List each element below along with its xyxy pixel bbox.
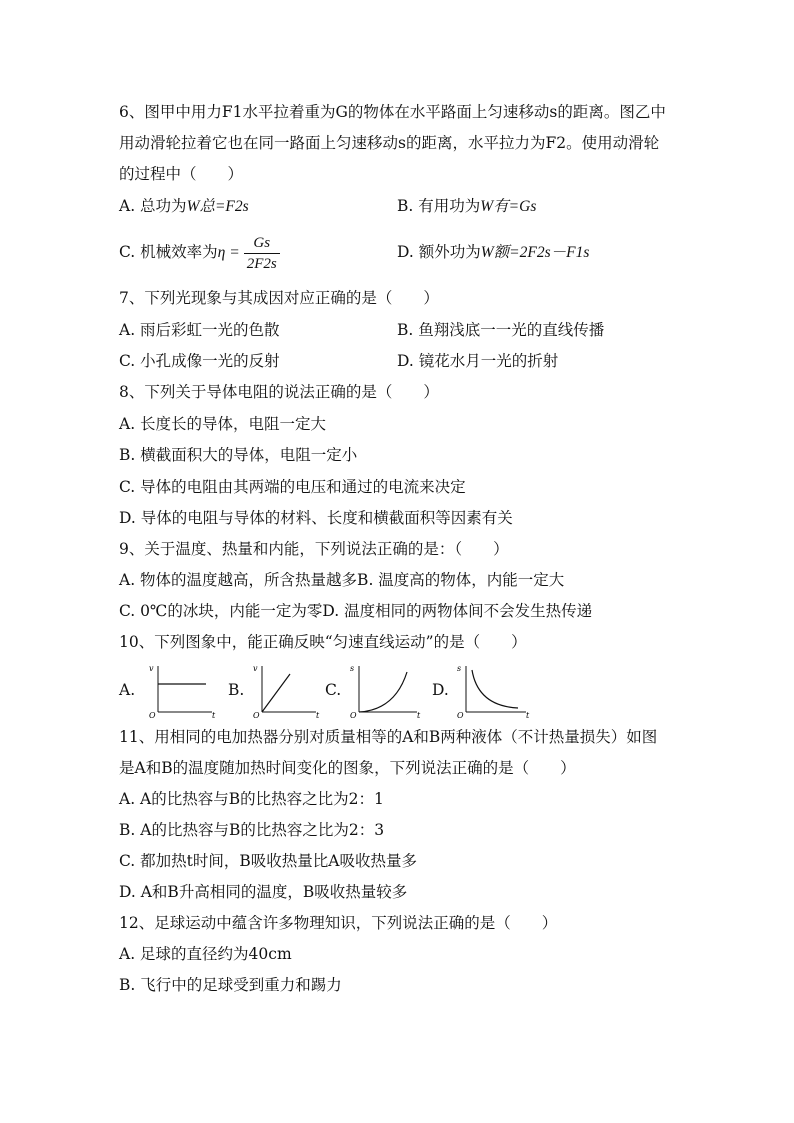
q9-stem: 9、关于温度、热量和内能，下列说法正确的是：（ ） — [119, 540, 509, 558]
q10-graph-c — [345, 662, 423, 720]
x-axis-label: t — [316, 711, 320, 720]
y-axis-label: v — [253, 664, 258, 673]
origin-label: O — [149, 711, 156, 720]
q6-d-formula: W额=2F2s－F1s — [480, 244, 590, 261]
q9-options-cd: C. 0℃的冰块，内能一定为零D. 温度相同的两物体间不会发生热传递 — [119, 602, 593, 620]
q6-a-formula: W总=F2s — [186, 198, 249, 215]
q6-c-eta: η = — [217, 244, 240, 261]
q11-stem-line2: 是A和B的温度随加热时间变化的图象，下列说法正确的是（ ） — [119, 759, 576, 777]
q7-option-a: A. 雨后彩虹一光的色散 — [119, 321, 280, 339]
graph-curve — [472, 670, 518, 708]
q10-option-a-label: A. — [119, 681, 136, 699]
graph-curve — [359, 672, 407, 712]
q11-option-a: A. A的比热容与B的比热容之比为2：1 — [119, 790, 384, 808]
x-axis-label: t — [212, 711, 216, 720]
q10-option-c-label: C. — [325, 681, 342, 699]
y-axis-label: v — [149, 664, 154, 673]
q6-option-a — [119, 196, 249, 217]
q11-option-b: B. A的比热容与B的比热容之比为2：3 — [119, 821, 385, 839]
q10-option-d-label: D. — [432, 681, 449, 699]
q11-stem-line1: 11、用相同的电加热器分别对质量相等的A和B两种液体（不计热量损失）如图 — [119, 728, 658, 746]
q8-option-d: D. 导体的电阻与导体的材料、长度和横截面积等因素有关 — [119, 509, 513, 527]
graph-curve — [262, 674, 290, 712]
q6-stem-line2: 用动滑轮拉着它也在同一路面上匀速移动s的距离，水平拉力为F2。使用动滑轮 — [119, 134, 660, 152]
q7-option-c: C. 小孔成像一光的反射 — [119, 352, 280, 370]
y-axis-label: s — [457, 664, 462, 673]
q7-option-b: B. 鱼翔浅底一一光的直线传播 — [397, 321, 605, 339]
origin-label: O — [253, 711, 260, 720]
q6-c-numerator: Gs — [244, 233, 280, 254]
q8-stem: 8、下列关于导体电阻的说法正确的是（ ） — [119, 383, 439, 401]
x-axis-label: t — [417, 711, 421, 720]
q8-option-c: C. 导体的电阻由其两端的电压和通过的电流来决定 — [119, 478, 466, 496]
q6-stem-line1: 6、图甲中用力F1水平拉着重为G的物体在水平路面上匀速移动s的距离。图乙中 — [119, 103, 666, 121]
q11-option-d: D. A和B升高相同的温度，B吸收热量较多 — [119, 883, 408, 901]
origin-label: O — [350, 711, 357, 720]
q10-graph-d — [452, 662, 532, 720]
q10-graph-b — [250, 662, 322, 720]
q9-options-ab: A. 物体的温度越高，所含热量越多B. 温度高的物体，内能一定大 — [119, 571, 565, 589]
q6-b-label: B. 有用功为 — [397, 197, 481, 215]
q6-c-label: C. 机械效率为 — [119, 243, 218, 261]
q12-option-a: A. 足球的直径约为40cm — [119, 945, 292, 963]
q6-option-d — [397, 242, 589, 263]
q6-c-fraction — [244, 233, 280, 274]
y-axis-label: s — [350, 664, 355, 673]
q6-a-label: A. 总功为 — [119, 197, 187, 215]
q12-stem: 12、足球运动中蕴含许多物理知识，下列说法正确的是（ ） — [119, 914, 558, 932]
q8-option-b: B. 横截面积大的导体，电阻一定小 — [119, 446, 358, 464]
q6-option-b — [397, 196, 536, 217]
q6-c-denominator: 2F2s — [246, 255, 277, 272]
q8-option-a: A. 长度长的导体，电阻一定大 — [119, 415, 327, 433]
q6-stem-line3: 的过程中（ ） — [119, 165, 244, 183]
q10-graph-a — [146, 662, 218, 720]
q6-d-label: D. 额外功为 — [397, 243, 481, 261]
q7-stem: 7、下列光现象与其成因对应正确的是（ ） — [119, 289, 439, 307]
q7-option-d: D. 镜花水月一光的折射 — [397, 352, 559, 370]
q11-option-c: C. 都加热t时间，B吸收热量比A吸收热量多 — [119, 852, 417, 870]
q6-b-formula: W有=Gs — [480, 198, 537, 215]
q10-option-b-label: B. — [228, 681, 245, 699]
x-axis-label: t — [526, 711, 530, 720]
origin-label: O — [457, 711, 464, 720]
q10-stem: 10、下列图象中，能正确反映“匀速直线运动”的是（ ） — [119, 633, 527, 651]
q6-option-c — [119, 230, 280, 275]
q12-option-b: B. 飞行中的足球受到重力和踢力 — [119, 976, 342, 994]
